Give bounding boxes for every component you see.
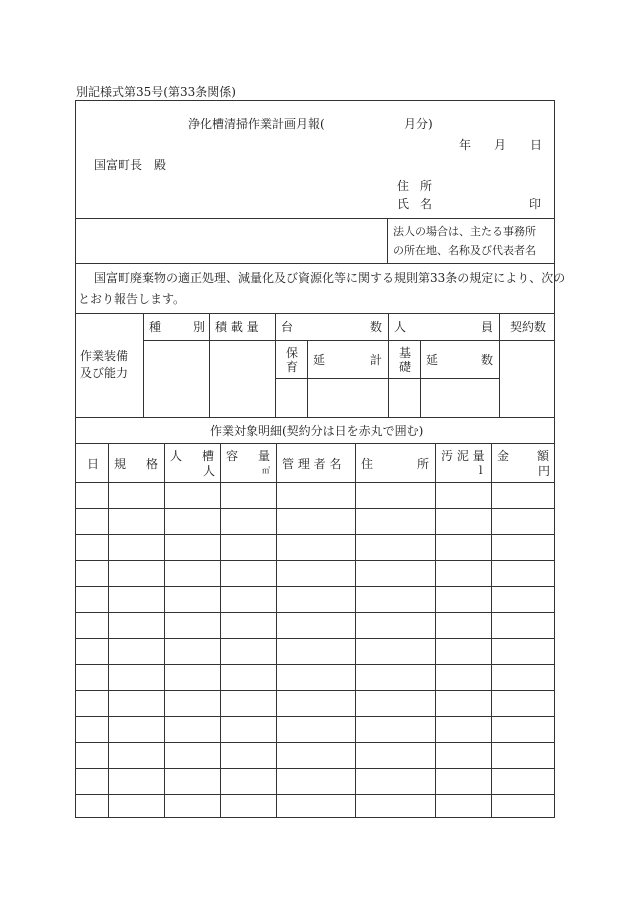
dt-col-sludge-unit: l <box>479 464 483 477</box>
eq-col-capacity: 積 載 量 <box>215 320 259 334</box>
corporate-note-line1: 法人の場合は、主たる事務所 <box>393 225 536 238</box>
divider-report-bottom <box>75 313 555 314</box>
seal-mark: 印 <box>529 197 542 211</box>
eq-row-label-2: 及び能力 <box>80 366 129 380</box>
addressee: 国富町長 殿 <box>94 158 167 172</box>
divider-header <box>75 218 555 219</box>
eq-col-units: 台 数 <box>281 320 382 334</box>
table-row <box>75 612 555 613</box>
eq-row-label-1: 作業装備 <box>80 349 129 363</box>
eq-col-staff: 人 員 <box>394 320 493 334</box>
form-title-month: 月分) <box>404 117 433 131</box>
eq-sub-kiso-1: 基 <box>399 346 412 360</box>
table-row <box>75 534 555 535</box>
detail-heading: 作業対象明細(契約分は日を赤丸で囲む) <box>210 424 424 438</box>
dt-col-persons: 人 槽 <box>170 449 214 463</box>
eq-col-type: 種 別 <box>149 320 205 334</box>
divider-equipment-bottom <box>75 417 555 418</box>
eq-sub-total-1: 延 計 <box>313 353 382 367</box>
dt-col-spec: 規 格 <box>114 457 158 471</box>
table-row <box>75 638 555 639</box>
dt-vline-1 <box>108 443 109 818</box>
eq-vline-3 <box>275 313 276 417</box>
corporate-note-line2: の所在地、名称及び代表者名 <box>393 244 536 257</box>
divider-corporate-bottom <box>75 263 555 264</box>
date-day-label: 日 <box>530 138 543 152</box>
eq-sub-total-2: 延 数 <box>426 353 493 367</box>
date-year-label: 年 <box>459 138 472 152</box>
address-label-1: 住 <box>397 179 410 193</box>
table-row <box>75 690 555 691</box>
eq-sub-hoiku-2: 育 <box>286 360 299 374</box>
dt-vline-6 <box>435 443 436 818</box>
table-row <box>75 508 555 509</box>
dt-col-amount: 金 額 <box>497 449 549 463</box>
date-month-label: 月 <box>494 138 507 152</box>
detail-heading-bottom <box>75 443 555 444</box>
eq-hline-sub <box>275 378 499 379</box>
name-label-1: 氏 <box>397 197 410 211</box>
table-row <box>75 664 555 665</box>
eq-col-contracts: 契約数 <box>510 320 547 334</box>
form-number-label: 別記様式第35号(第33条関係) <box>76 85 236 99</box>
dt-vline-7 <box>491 443 492 818</box>
table-row <box>75 742 555 743</box>
detail-header-bottom <box>75 482 555 483</box>
name-label-2: 名 <box>420 197 433 211</box>
report-text-line1: 国富町廃棄物の適正処理、減量化及び資源化等に関する規則第33条の規定により、次の <box>94 271 566 285</box>
eq-hline-header <box>143 340 555 341</box>
table-row <box>75 716 555 717</box>
dt-col-manager: 管 理 者 名 <box>282 457 342 471</box>
eq-sub-kiso-2: 礎 <box>399 360 412 374</box>
dt-col-persons-unit: 人 <box>203 464 216 478</box>
dt-vline-2 <box>164 443 165 818</box>
report-text-line2: とおり報告します。 <box>78 292 186 306</box>
table-row <box>75 586 555 587</box>
form-title: 浄化槽清掃作業計画月報( <box>188 117 325 131</box>
eq-vline-2 <box>209 313 210 417</box>
dt-col-volume: 容 量 <box>226 449 270 463</box>
address-label-2: 所 <box>420 179 433 193</box>
table-row <box>75 560 555 561</box>
dt-vline-3 <box>220 443 221 818</box>
dt-vline-4 <box>276 443 277 818</box>
dt-col-volume-unit: ㎥ <box>262 466 270 475</box>
eq-vline-7 <box>499 313 500 417</box>
dt-vline-5 <box>355 443 356 818</box>
table-row <box>75 768 555 769</box>
divider-corporate <box>387 218 388 263</box>
eq-vline-5 <box>388 313 389 417</box>
dt-col-amount-unit: 円 <box>538 464 551 478</box>
dt-col-sludge: 汚 泥 量 <box>441 449 485 463</box>
dt-col-day: 日 <box>87 457 100 471</box>
eq-sub-hoiku-1: 保 <box>286 346 299 360</box>
dt-col-address: 住 所 <box>361 457 429 471</box>
eq-vline-1 <box>143 313 144 417</box>
table-row <box>75 794 555 795</box>
